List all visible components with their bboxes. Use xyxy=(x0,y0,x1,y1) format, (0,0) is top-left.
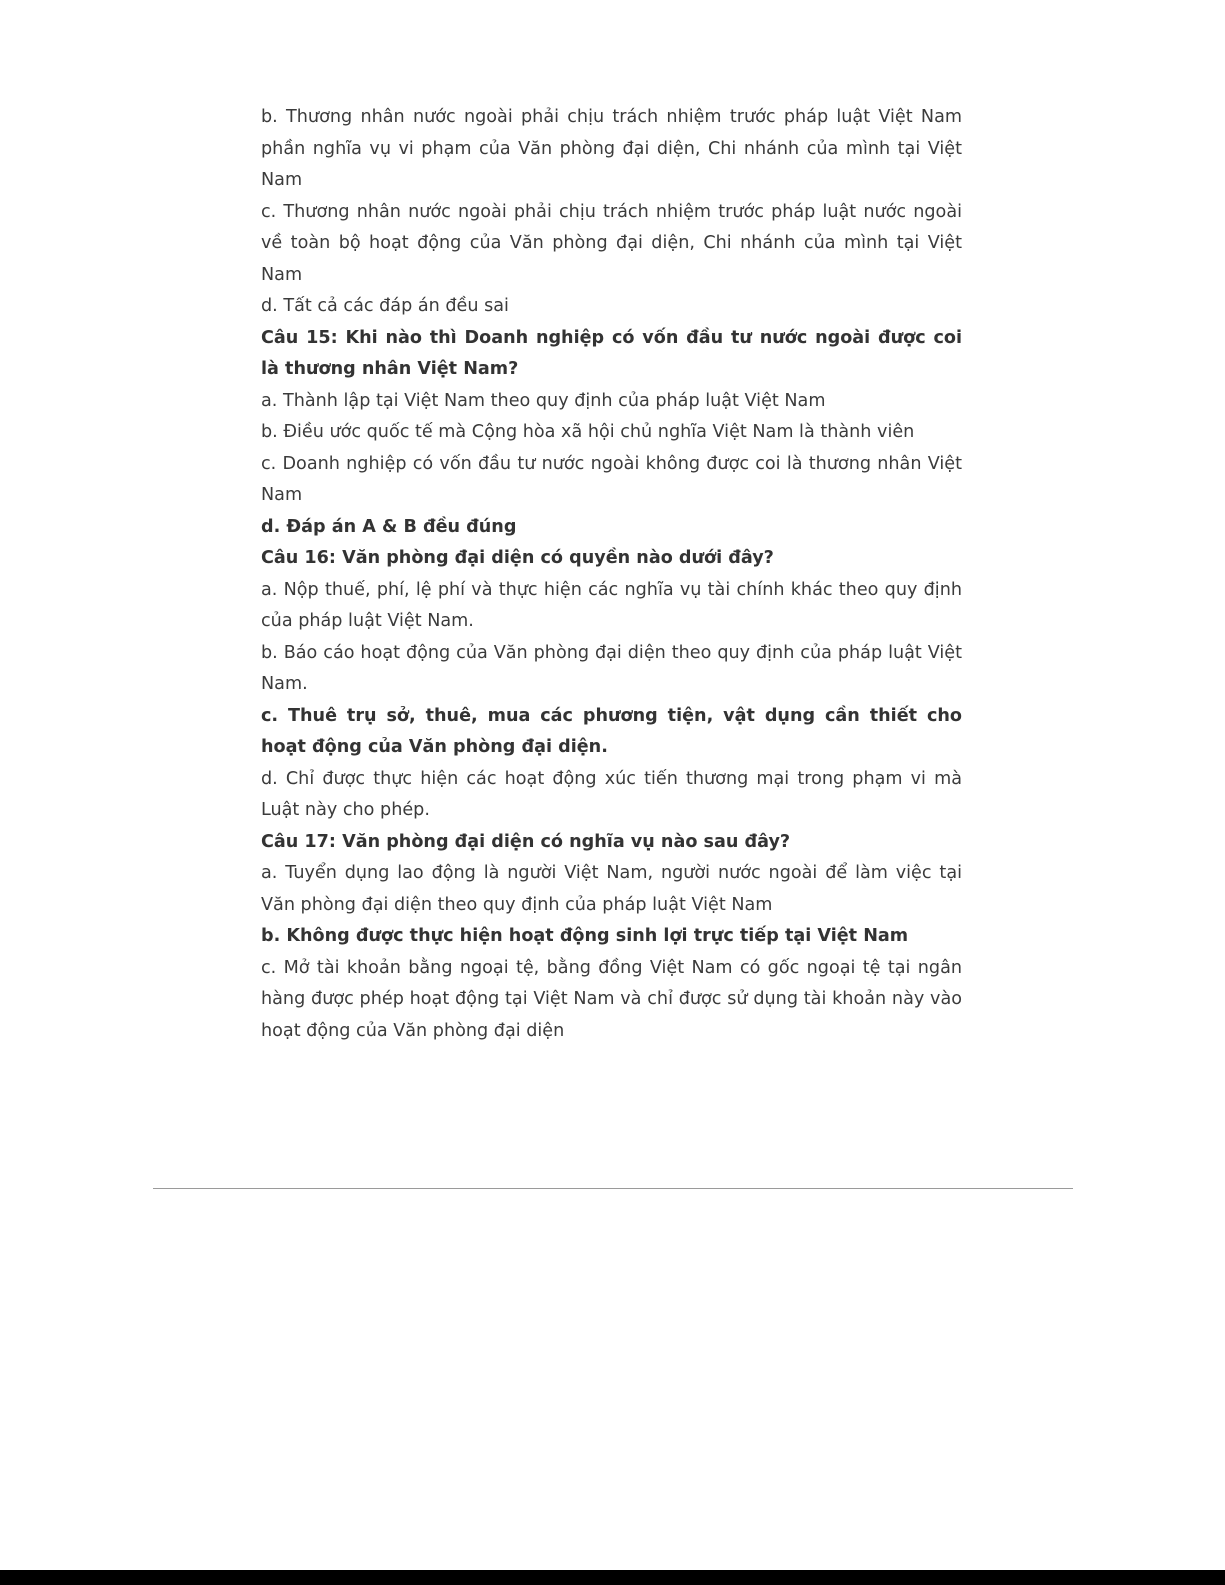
answer-option-14d: d. Tất cả các đáp án đều sai xyxy=(261,296,509,316)
answer-option-17b-correct: b. Không được thực hiện hoạt động sinh lợi trực tiếp tại Việt Nam xyxy=(261,926,909,946)
answer-option-14c: c. Thương nhân nước ngoài phải chịu trách nhiệm trước pháp luật nước ngoài về toàn bộ hoạt động của Văn phòng đại diện, Chi nhánh của mình tại Việt Nam xyxy=(261,201,962,285)
answer-option-16a: a. Nộp thuế, phí, lệ phí và thực hiện các nghĩa vụ tài chính khác theo quy định của pháp luật Việt Nam. xyxy=(261,579,962,631)
document-body xyxy=(261,102,962,1047)
bottom-edge-bar xyxy=(0,1570,1225,1585)
answer-option-15c: c. Doanh nghiệp có vốn đầu tư nước ngoài không được coi là thương nhân Việt Nam xyxy=(261,453,962,505)
answer-option-15b: b. Điều ước quốc tế mà Cộng hòa xã hội chủ nghĩa Việt Nam là thành viên xyxy=(261,422,915,442)
page-divider xyxy=(153,1188,1073,1189)
answer-option-15a: a. Thành lập tại Việt Nam theo quy định của pháp luật Việt Nam xyxy=(261,390,826,411)
answer-option-17c: c. Mở tài khoản bằng ngoại tệ, bằng đồng Việt Nam có gốc ngoại tệ tại ngân hàng được phép hoạt động tại Việt Nam và chỉ được sử dụng tài khoản này vào hoạt động của Văn phòng đại diện xyxy=(261,957,962,1041)
answer-option-16c-correct: c. Thuê trụ sở, thuê, mua các phương tiện, vật dụng cần thiết cho hoạt động của Văn phòng đại diện. xyxy=(261,705,962,757)
answer-option-15d-correct: d. Đáp án A & B đều đúng xyxy=(261,516,517,537)
answer-option-17a: a. Tuyển dụng lao động là người Việt Nam, người nước ngoài để làm việc tại Văn phòng đại diện theo quy định của pháp luật Việt Nam xyxy=(261,863,962,915)
answer-option-16b: b. Báo cáo hoạt động của Văn phòng đại diện theo quy định của pháp luật Việt Nam. xyxy=(261,642,962,694)
question-17: Câu 17: Văn phòng đại diện có nghĩa vụ nào sau đây? xyxy=(261,831,791,852)
answer-option-14b: b. Thương nhân nước ngoài phải chịu trách nhiệm trước pháp luật Việt Nam phần nghĩa vụ vi phạm của Văn phòng đại diện, Chi nhánh của mình tại Việt Nam xyxy=(261,107,962,190)
question-16: Câu 16: Văn phòng đại diện có quyền nào dưới đây? xyxy=(261,548,774,568)
answer-option-16d: d. Chỉ được thực hiện các hoạt động xúc tiến thương mại trong phạm vi mà Luật này cho phép. xyxy=(261,768,962,820)
question-15: Câu 15: Khi nào thì Doanh nghiệp có vốn đầu tư nước ngoài được coi là thương nhân Việt Nam? xyxy=(261,327,962,379)
